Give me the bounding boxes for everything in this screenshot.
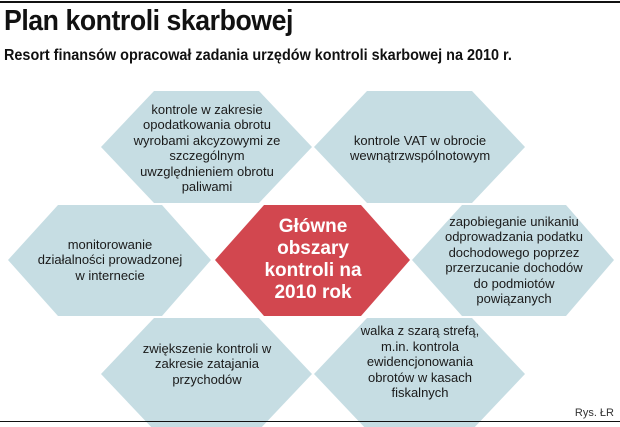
page-title: Plan kontroli skarbowej	[4, 5, 293, 37]
center-title: Główne obszary kontroli na 2010 rok	[264, 216, 362, 303]
area-revenue-text: zwiększenie kontroli w zakresie zatajania przychodów	[142, 340, 272, 387]
area-excise-text: kontrole w zakresie opodatkowania obrotu wyrobami akcyzowymi ze szczególnym uwzględnieniem obrotu paliwami	[133, 101, 281, 194]
area-income-tax-text: zapobieganie unikaniu odprowadzania podatku dochodowego poprzez przerzucanie dochodów do podmiotów powiązanych	[444, 213, 584, 306]
graphic-credit: Rys. ŁR	[574, 407, 614, 419]
area-internet-text: monitorowanie działalności prowadzonej w internecie	[37, 236, 183, 283]
area-vat-text: kontrole VAT w obrocie wewnątrzwspólnotowym	[350, 132, 491, 163]
area-shadow-economy-text: walka z szarą strefą, m.in. kontrola ewidencjonowania obrotów w kasach fiskalnych	[360, 323, 480, 401]
page-subtitle: Resort finansów opracował zadania urzędów kontroli skarbowej na 2010 r.	[4, 47, 512, 64]
bottom-rule	[0, 421, 620, 422]
